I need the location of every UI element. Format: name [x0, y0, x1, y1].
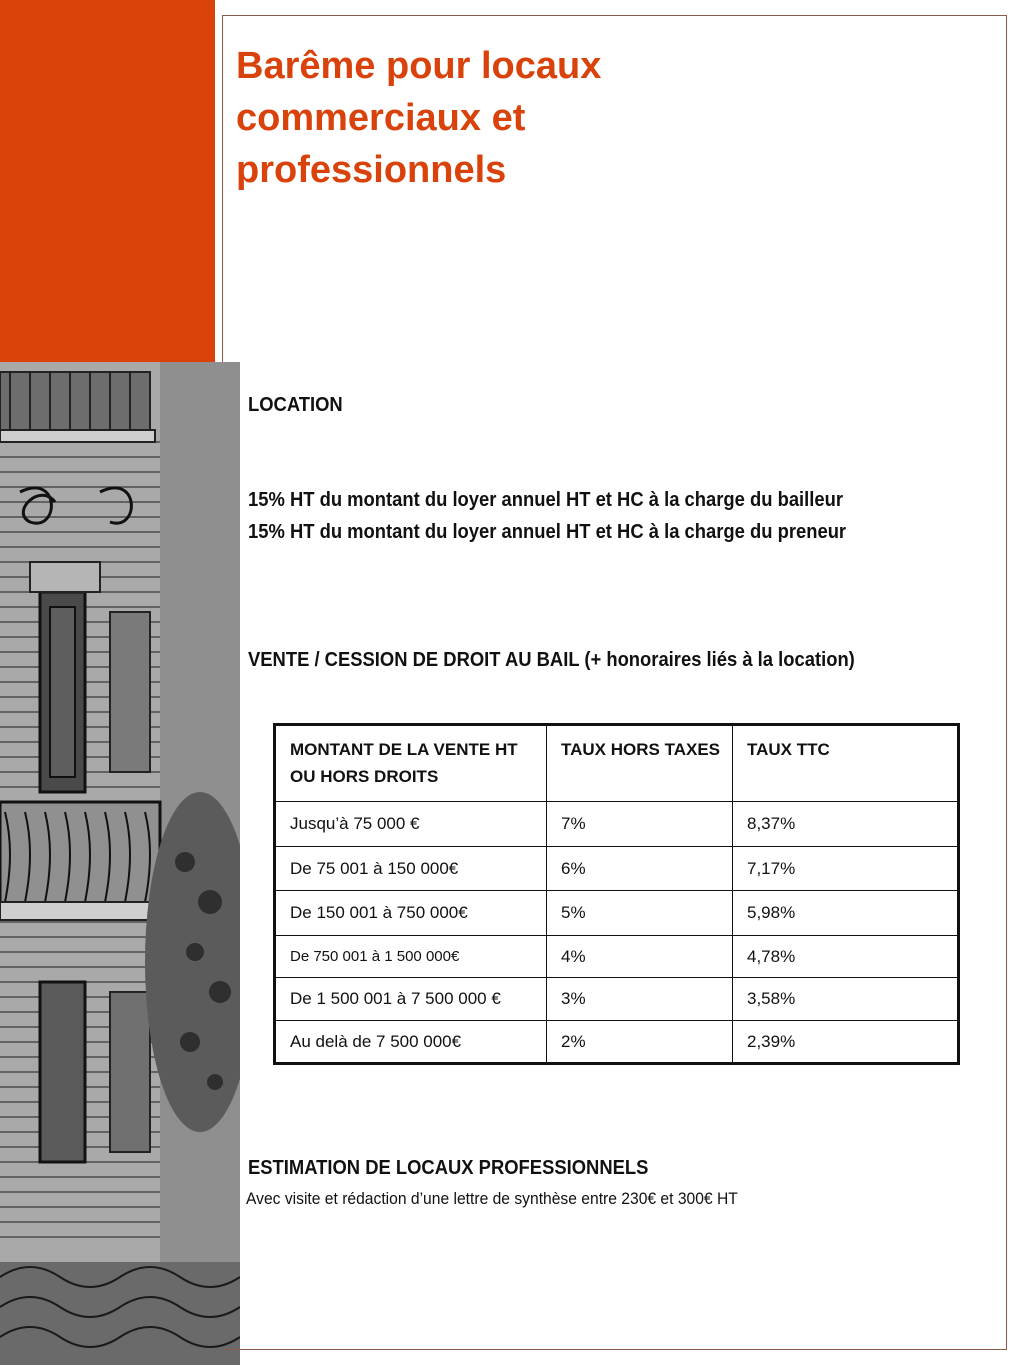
vente-heading: VENTE / CESSION DE DROIT AU BAIL (+ honoraires liés à la location) [248, 649, 855, 671]
header-montant: MONTANT DE LA VENTE HT OU HORS DROITS [275, 725, 547, 802]
cell-taux-ht: 7% [547, 802, 733, 847]
table-row [275, 978, 959, 1021]
header-taux-ht: TAUX HORS TAXES [547, 725, 733, 802]
cell-montant: De 750 001 à 1 500 000€ [275, 936, 547, 978]
estimation-text: Avec visite et rédaction d’une lettre de synthèse entre 230€ et 300€ HT [246, 1189, 738, 1208]
cell-taux-ht: 4% [547, 936, 733, 978]
location-line-bailleur: 15% HT du montant du loyer annuel HT et HC à la charge du bailleur [248, 489, 844, 511]
cell-montant: De 150 001 à 750 000€ [275, 891, 547, 936]
table-row [275, 891, 959, 936]
table-row [275, 847, 959, 891]
header-taux-ttc: TAUX TTC [733, 725, 959, 802]
cell-taux-ht: 3% [547, 978, 733, 1021]
location-heading: LOCATION [248, 394, 343, 416]
cell-taux-ttc: 3,58% [733, 978, 959, 1021]
cell-taux-ht: 6% [547, 847, 733, 891]
table-header-row [275, 725, 959, 802]
cell-montant: De 1 500 001 à 7 500 000 € [275, 978, 547, 1021]
orange-accent-block [0, 0, 215, 362]
cell-taux-ht: 5% [547, 891, 733, 936]
table-row [275, 936, 959, 978]
title-line-3: professionnels [236, 149, 507, 191]
cell-taux-ttc: 8,37% [733, 802, 959, 847]
cell-taux-ttc: 7,17% [733, 847, 959, 891]
cell-taux-ttc: 2,39% [733, 1021, 959, 1064]
frame-left-line [222, 15, 223, 362]
cell-montant: Au delà de 7 500 000€ [275, 1021, 547, 1064]
title-line-1: Barême pour locaux [236, 45, 602, 87]
cell-taux-ttc: 5,98% [733, 891, 959, 936]
page-frame [222, 15, 1007, 1350]
location-line-preneur: 15% HT du montant du loyer annuel HT et HC à la charge du preneur [248, 521, 847, 543]
cell-taux-ht: 2% [547, 1021, 733, 1064]
page-title [236, 40, 796, 196]
table-row [275, 802, 959, 847]
estimation-heading: ESTIMATION DE LOCAUX PROFESSIONNELS [248, 1157, 649, 1179]
title-line-2: commerciaux et [236, 97, 526, 139]
cell-taux-ttc: 4,78% [733, 936, 959, 978]
cell-montant: Jusqu’à 75 000 € [275, 802, 547, 847]
cell-montant: De 75 001 à 150 000€ [275, 847, 547, 891]
table-row [275, 1021, 959, 1064]
building-illustration [0, 362, 240, 1365]
vente-rates-table [273, 723, 960, 1065]
